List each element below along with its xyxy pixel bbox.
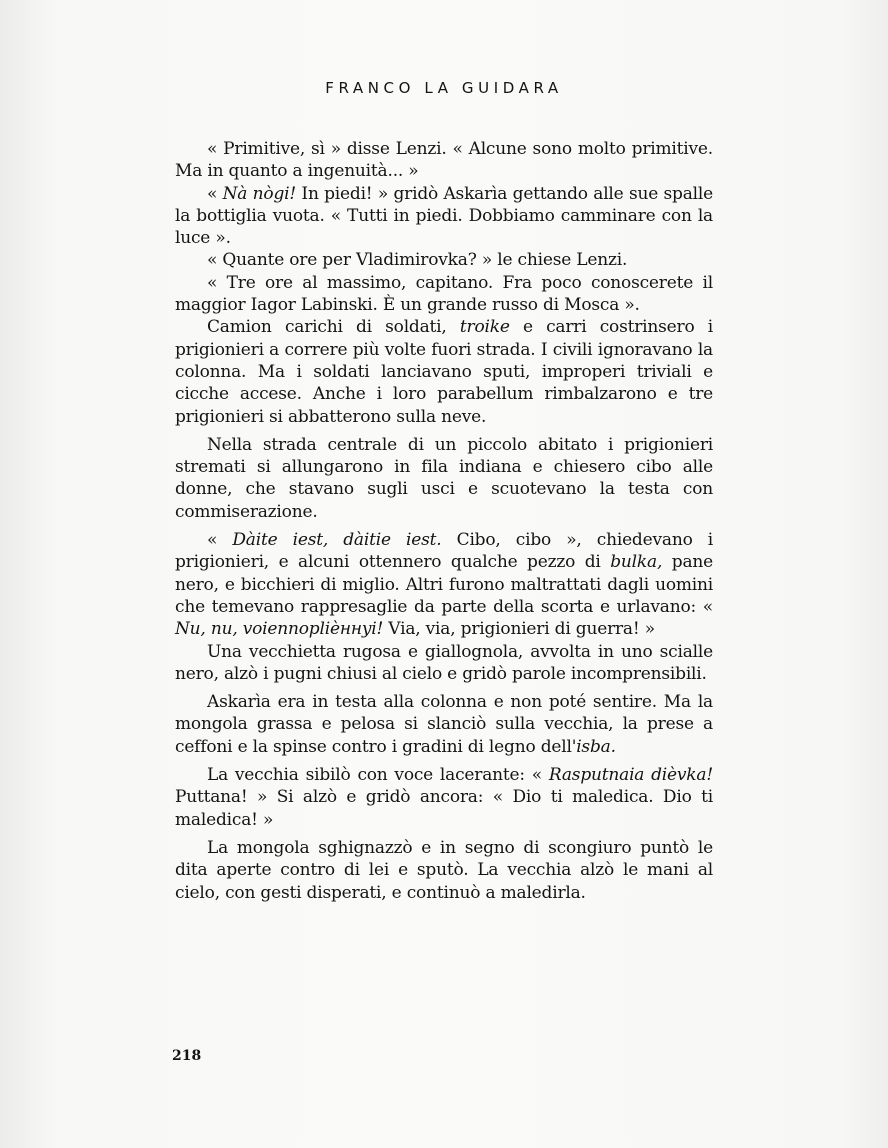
italic-text: isba. [576, 736, 616, 757]
text-run: « Primitive, sì » disse Lenzi. « Alcune sono molto primitive. Ma in quanto a ingenuità... » [175, 139, 713, 182]
paragraph [175, 272, 713, 317]
text-run: Nella strada centrale di un piccolo abitato i prigionieri stremati si allungarono in fila indiana e chiesero cibo alle donne, che stavano sugli usci e scuotevano la testa con commiserazione. [175, 434, 713, 522]
text-run: Una vecchietta rugosa e giallognola, avvolta in uno scialle nero, alzò i pugni chiusi al cielo e gridò parole incomprensibili. [175, 641, 713, 684]
text-run: Askarìa era in testa alla colonna e non poté sentire. Ma la mongola grassa e pelosa si slanciò sulla vecchia, la prese a ceffoni e la spinse contro i gradini di legno dell' [175, 692, 713, 757]
italic-text: bulka, [610, 552, 663, 573]
body-text [175, 138, 713, 904]
italic-text: Dàite iest, dàitie iest. [232, 530, 442, 551]
paragraph [175, 316, 713, 427]
text-run: In piedi! » gridò Askarìa gettando alle sue spalle la bottiglia vuota. « Tutti in piedi. Dobbiamo camminare con la luce ». [175, 183, 713, 249]
text-run: « [207, 530, 233, 551]
text-run: pane nero, e bicchieri di miglio. Altri furono maltrattati dagli uomini che temevano rappresaglie da parte della scorta e urlavano: « [175, 552, 713, 617]
paragraph [175, 529, 713, 640]
text-run: e carri costrinsero i prigionieri a correre più volte fuori strada. I civili ignoravano la colonna. Ma i soldati lanciavano sputi, improperi triviali e cicche accese. Anche i loro parabellum rimbalzarono e tre prigionieri si abbatterono sulla neve. [175, 317, 713, 427]
paragraph [175, 764, 713, 831]
paragraph [175, 249, 713, 271]
italic-text: troike [459, 317, 510, 338]
paragraph [175, 837, 713, 904]
text-run: Cibo, cibo », chiedevano i prigionieri, e alcuni ottennero qualche pezzo di [175, 530, 714, 573]
italic-text: Rasputnaia dièvka! [548, 765, 713, 786]
page-number: 218 [172, 1048, 202, 1064]
paragraph [175, 641, 713, 686]
text-run: « Tre ore al massimo, capitano. Fra poco conoscerete il maggior Iagor Labinski. È un grande russo di Mosca ». [175, 272, 713, 316]
paragraph [175, 691, 713, 758]
paragraph [175, 183, 713, 250]
paragraph [175, 138, 713, 183]
running-title: FRANCO LA GUIDARA [325, 79, 563, 97]
text-run: Camion carichi di soldati, [207, 317, 460, 338]
text-run: La mongola sghignazzò e in segno di scongiuro puntò le dita aperte contro di lei e sputò. La vecchia alzò le mani al cielo, con gesti disperati, e continuò a maledirla. [175, 837, 713, 903]
text-run: La vecchia sibilò con voce lacerante: « [207, 765, 549, 786]
text-run: « Quante ore per Vladimirovka? » le chiese Lenzi. [207, 250, 628, 271]
text-run: « [207, 183, 223, 204]
italic-text: Nu, nu, voiennoplièннyi! [175, 619, 384, 640]
paragraph [175, 434, 713, 523]
text-run: Puttana! » Si alzò e gridò ancora: « Dio ti maledica. Dio ti maledica! » [175, 787, 713, 830]
italic-text: Nà nògi! [222, 183, 296, 204]
text-run: Via, via, prigionieri di guerra! » [383, 619, 655, 640]
